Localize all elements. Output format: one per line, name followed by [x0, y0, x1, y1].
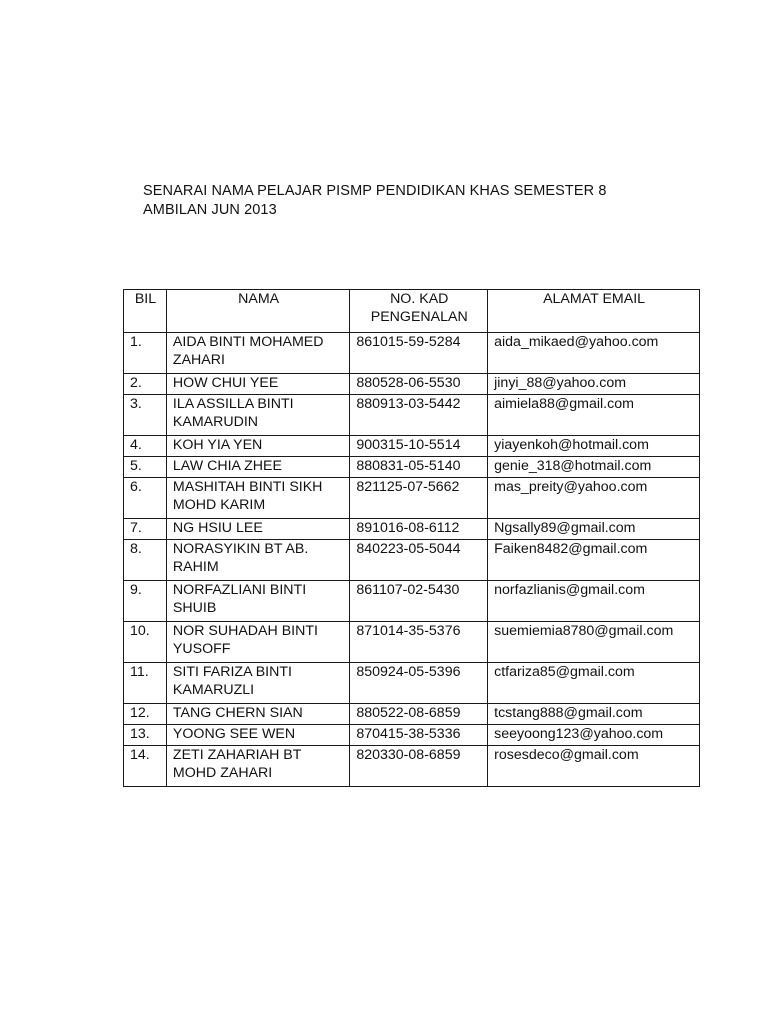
cell-bil: 2.: [124, 374, 167, 395]
cell-email: norfazlianis@gmail.com: [488, 581, 700, 622]
cell-nama: YOONG SEE WEN: [166, 725, 349, 746]
header-no-kad-pengenalan: NO. KAD PENGENALAN: [350, 290, 488, 333]
cell-email: tcstang888@gmail.com: [488, 704, 700, 725]
cell-bil: 6.: [124, 478, 167, 519]
cell-email: rosesdeco@gmail.com: [488, 746, 700, 787]
cell-ic-number: 891016-08-6112: [350, 519, 488, 540]
cell-nama: ILA ASSILLA BINTI KAMARUDIN: [166, 395, 349, 436]
cell-ic-number: 870415-38-5336: [350, 725, 488, 746]
cell-bil: 4.: [124, 436, 167, 457]
cell-bil: 3.: [124, 395, 167, 436]
cell-email: Faiken8482@gmail.com: [488, 540, 700, 581]
title-line-2: AMBILAN JUN 2013: [143, 202, 277, 218]
cell-ic-number: 900315-10-5514: [350, 436, 488, 457]
cell-ic-number: 880528-06-5530: [350, 374, 488, 395]
cell-ic-number: 821125-07-5662: [350, 478, 488, 519]
table-row: [124, 581, 700, 622]
table-row: [124, 457, 700, 478]
student-table: [123, 289, 700, 787]
document-title: [143, 182, 607, 220]
title-line-1: SENARAI NAMA PELAJAR PISMP PENDIDIKAN KHAS SEMESTER 8: [143, 183, 607, 199]
cell-nama: HOW CHUI YEE: [166, 374, 349, 395]
cell-nama: NG HSIU LEE: [166, 519, 349, 540]
cell-email: ctfariza85@gmail.com: [488, 663, 700, 704]
cell-email: aida_mikaed@yahoo.com: [488, 333, 700, 374]
cell-email: Ngsally89@gmail.com: [488, 519, 700, 540]
cell-ic-number: 861015-59-5284: [350, 333, 488, 374]
cell-email: yiayenkoh@hotmail.com: [488, 436, 700, 457]
table-header-row: [124, 290, 700, 333]
table-row: [124, 333, 700, 374]
table-row: [124, 725, 700, 746]
cell-bil: 13.: [124, 725, 167, 746]
cell-ic-number: 840223-05-5044: [350, 540, 488, 581]
table-row: [124, 436, 700, 457]
table-row: [124, 395, 700, 436]
cell-bil: 9.: [124, 581, 167, 622]
cell-bil: 12.: [124, 704, 167, 725]
cell-nama: NORASYIKIN BT AB. RAHIM: [166, 540, 349, 581]
cell-nama: MASHITAH BINTI SIKH MOHD KARIM: [166, 478, 349, 519]
header-alamat-email: ALAMAT EMAIL: [488, 290, 700, 333]
header-bil: BIL: [124, 290, 167, 333]
cell-email: seeyoong123@yahoo.com: [488, 725, 700, 746]
cell-ic-number: 871014-35-5376: [350, 622, 488, 663]
cell-nama: LAW CHIA ZHEE: [166, 457, 349, 478]
cell-ic-number: 880913-03-5442: [350, 395, 488, 436]
cell-bil: 11.: [124, 663, 167, 704]
cell-nama: AIDA BINTI MOHAMED ZAHARI: [166, 333, 349, 374]
cell-ic-number: 861107-02-5430: [350, 581, 488, 622]
cell-ic-number: 880522-08-6859: [350, 704, 488, 725]
cell-ic-number: 850924-05-5396: [350, 663, 488, 704]
table-row: [124, 519, 700, 540]
cell-nama: NOR SUHADAH BINTI YUSOFF: [166, 622, 349, 663]
cell-nama: NORFAZLIANI BINTI SHUIB: [166, 581, 349, 622]
table-row: [124, 478, 700, 519]
table-body: [124, 333, 700, 787]
cell-ic-number: 880831-05-5140: [350, 457, 488, 478]
table-row: [124, 622, 700, 663]
cell-ic-number: 820330-08-6859: [350, 746, 488, 787]
cell-nama: ZETI ZAHARIAH BT MOHD ZAHARI: [166, 746, 349, 787]
table-row: [124, 746, 700, 787]
cell-email: aimiela88@gmail.com: [488, 395, 700, 436]
table-row: [124, 704, 700, 725]
cell-nama: KOH YIA YEN: [166, 436, 349, 457]
cell-bil: 1.: [124, 333, 167, 374]
cell-email: mas_preity@yahoo.com: [488, 478, 700, 519]
cell-bil: 10.: [124, 622, 167, 663]
cell-nama: SITI FARIZA BINTI KAMARUZLI: [166, 663, 349, 704]
cell-email: suemiemia8780@gmail.com: [488, 622, 700, 663]
cell-bil: 8.: [124, 540, 167, 581]
cell-bil: 5.: [124, 457, 167, 478]
cell-email: genie_318@hotmail.com: [488, 457, 700, 478]
table-row: [124, 663, 700, 704]
table-row: [124, 540, 700, 581]
cell-bil: 14.: [124, 746, 167, 787]
cell-email: jinyi_88@yahoo.com: [488, 374, 700, 395]
cell-bil: 7.: [124, 519, 167, 540]
cell-nama: TANG CHERN SIAN: [166, 704, 349, 725]
header-nama: NAMA: [166, 290, 349, 333]
table-row: [124, 374, 700, 395]
